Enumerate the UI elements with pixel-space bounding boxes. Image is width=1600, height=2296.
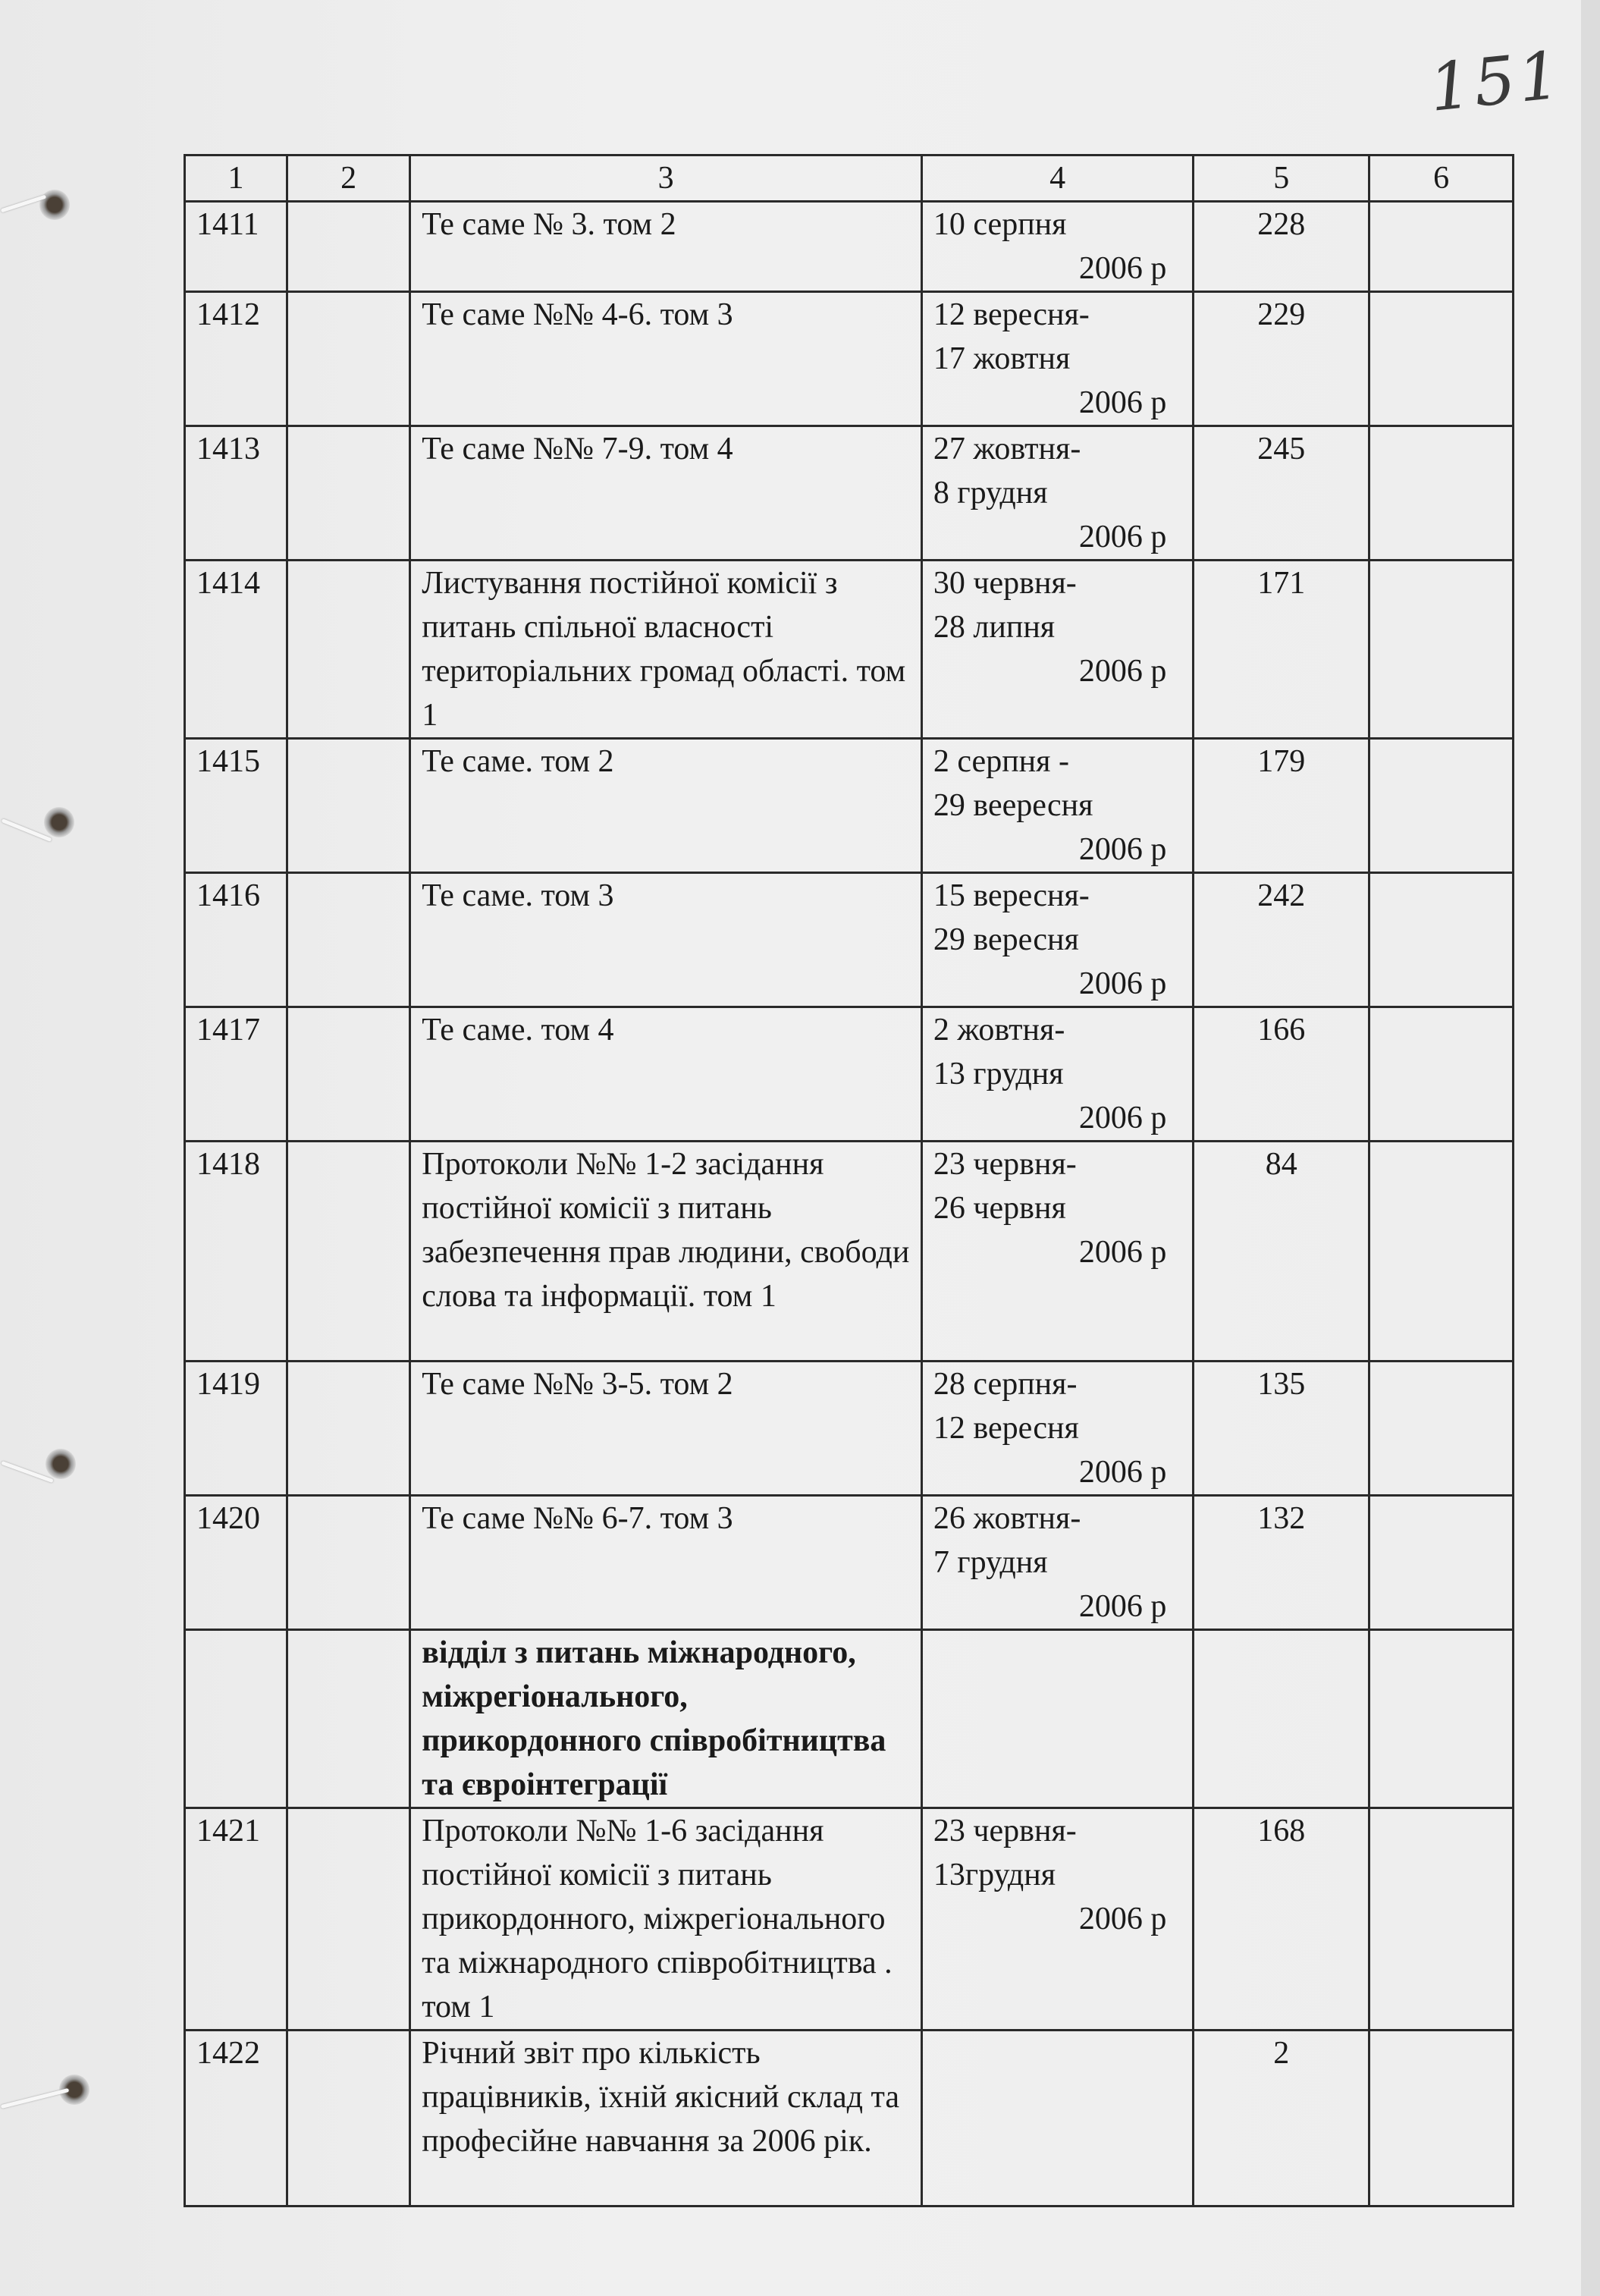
section-empty-cell	[1194, 1630, 1369, 1808]
page-count: 228	[1194, 202, 1369, 292]
section-empty-cell	[185, 1630, 287, 1808]
date-line: 29 вересня	[933, 922, 1079, 957]
record-notes	[1369, 1007, 1514, 1142]
page-count: 242	[1194, 873, 1369, 1007]
record-dates	[921, 202, 1193, 292]
record-notes	[1369, 873, 1514, 1007]
inventory-table	[184, 154, 1514, 2207]
table-row	[185, 561, 1514, 739]
record-dates	[921, 873, 1193, 1007]
date-line: 23 червня-	[933, 1147, 1077, 1182]
record-column-2	[287, 1142, 409, 1362]
table-row	[185, 1808, 1514, 2031]
page-count: 245	[1194, 426, 1369, 561]
date-year: 2006 р	[1078, 251, 1167, 286]
record-dates	[921, 1362, 1193, 1496]
page-count: 84	[1194, 1142, 1369, 1362]
record-notes	[1369, 426, 1514, 561]
table-row	[185, 739, 1514, 873]
record-column-2	[287, 1007, 409, 1142]
record-title: Те саме. том 4	[410, 1007, 922, 1142]
date-year: 2006 р	[1078, 654, 1167, 689]
date-year: 2006 р	[1078, 520, 1167, 554]
date-line: 12 вересня	[933, 1411, 1079, 1446]
record-dates	[921, 426, 1193, 561]
record-notes	[1369, 292, 1514, 426]
table-header-row	[185, 155, 1514, 202]
date-line: 27 жовтня-	[933, 432, 1081, 466]
table-row	[185, 1142, 1514, 1362]
page-edge	[1581, 0, 1600, 2296]
record-column-2	[287, 1496, 409, 1630]
date-line: 29 веересня	[933, 788, 1093, 823]
page-count: 132	[1194, 1496, 1369, 1630]
record-title: Те саме. том 3	[410, 873, 922, 1007]
date-year: 2006 р	[1078, 1589, 1167, 1624]
table-row	[185, 292, 1514, 426]
page-count: 229	[1194, 292, 1369, 426]
record-column-2	[287, 739, 409, 873]
column-header: 4	[921, 155, 1193, 202]
record-dates	[921, 1496, 1193, 1630]
section-empty-cell	[921, 1630, 1193, 1808]
record-number: 1417	[185, 1007, 287, 1142]
section-empty-cell	[287, 1630, 409, 1808]
record-number: 1412	[185, 292, 287, 426]
table-row	[185, 1496, 1514, 1630]
date-line: 10 серпня	[933, 207, 1067, 242]
date-year: 2006 р	[1078, 1101, 1167, 1135]
page-count: 168	[1194, 1808, 1369, 2031]
record-title: Те саме №№ 4-6. том 3	[410, 292, 922, 426]
column-header: 2	[287, 155, 409, 202]
date-line: 26 червня	[933, 1191, 1066, 1226]
date-line: 26 жовтня-	[933, 1501, 1081, 1536]
date-line: 7 грудня	[933, 1545, 1048, 1580]
date-line: 8 грудня	[933, 476, 1048, 510]
record-number: 1420	[185, 1496, 287, 1630]
record-number: 1414	[185, 561, 287, 739]
record-dates	[921, 1142, 1193, 1362]
column-header: 5	[1194, 155, 1369, 202]
table-row	[185, 1007, 1514, 1142]
date-year: 2006 р	[1078, 1455, 1167, 1490]
record-dates	[921, 561, 1193, 739]
date-line: 12 вересня-	[933, 297, 1090, 332]
record-title: Річний звіт про кількість працівників, їхній якісний склад та професійне навчання за 2006 рік.	[410, 2031, 922, 2206]
record-title: Те саме. том 2	[410, 739, 922, 873]
record-notes	[1369, 2031, 1514, 2206]
table-row	[185, 873, 1514, 1007]
record-title: Те саме №№ 6-7. том 3	[410, 1496, 922, 1630]
page-count: 171	[1194, 561, 1369, 739]
date-year: 2006 р	[1078, 832, 1167, 867]
record-dates	[921, 1808, 1193, 2031]
record-notes	[1369, 561, 1514, 739]
table-row	[185, 1362, 1514, 1496]
record-notes	[1369, 1142, 1514, 1362]
record-column-2	[287, 1808, 409, 2031]
record-column-2	[287, 292, 409, 426]
binding-hole	[44, 807, 74, 837]
record-column-2	[287, 202, 409, 292]
page-count: 166	[1194, 1007, 1369, 1142]
record-dates	[921, 1007, 1193, 1142]
record-column-2	[287, 1362, 409, 1496]
record-number: 1411	[185, 202, 287, 292]
record-column-2	[287, 873, 409, 1007]
record-title: Те саме №№ 7-9. том 4	[410, 426, 922, 561]
date-year: 2006 р	[1078, 385, 1167, 420]
date-line: 13 грудня	[933, 1057, 1064, 1091]
date-line: 13грудня	[933, 1858, 1056, 1892]
column-header: 3	[410, 155, 922, 202]
record-notes	[1369, 1362, 1514, 1496]
record-dates	[921, 739, 1193, 873]
page-count: 135	[1194, 1362, 1369, 1496]
record-number: 1422	[185, 2031, 287, 2206]
page-count: 179	[1194, 739, 1369, 873]
record-number: 1415	[185, 739, 287, 873]
date-year: 2006 р	[1078, 1902, 1167, 1936]
record-column-2	[287, 426, 409, 561]
section-empty-cell	[1369, 1630, 1514, 1808]
record-title: Протоколи №№ 1-2 засідання постійної комісії з питань забезпечення прав людини, свободи слова та інформації. том 1	[410, 1142, 922, 1362]
section-title: відділ з питань міжнародного, міжрегіонального, прикордонного співробітництва та євроінтеграції	[410, 1630, 922, 1808]
date-year: 2006 р	[1078, 966, 1167, 1001]
date-line: 17 жовтня	[933, 341, 1071, 376]
date-line: 28 серпня-	[933, 1367, 1078, 1402]
column-header: 1	[185, 155, 287, 202]
table-row	[185, 202, 1514, 292]
record-number: 1413	[185, 426, 287, 561]
folio-number: 151	[1426, 37, 1567, 127]
date-line: 28 липня	[933, 610, 1056, 645]
record-dates	[921, 292, 1193, 426]
record-notes	[1369, 739, 1514, 873]
record-notes	[1369, 202, 1514, 292]
record-dates	[921, 2031, 1193, 2206]
record-title: Те саме № 3. том 2	[410, 202, 922, 292]
date-line: 2 серпня -	[933, 744, 1069, 779]
table-row	[185, 426, 1514, 561]
page-count: 2	[1194, 2031, 1369, 2206]
date-line: 2 жовтня-	[933, 1013, 1065, 1047]
record-number: 1416	[185, 873, 287, 1007]
section-row	[185, 1630, 1514, 1808]
record-number: 1419	[185, 1362, 287, 1496]
date-line: 30 червня-	[933, 566, 1077, 601]
table-row	[185, 2031, 1514, 2206]
record-number: 1421	[185, 1808, 287, 2031]
record-number: 1418	[185, 1142, 287, 1362]
date-line: 23 червня-	[933, 1814, 1077, 1848]
column-header: 6	[1369, 155, 1514, 202]
record-title: Те саме №№ 3-5. том 2	[410, 1362, 922, 1496]
binding-hole	[45, 1449, 76, 1479]
date-year: 2006 р	[1078, 1235, 1167, 1270]
record-column-2	[287, 561, 409, 739]
record-title: Листування постійної комісії з питань спільної власності територіальних громад області. том 1	[410, 561, 922, 739]
record-notes	[1369, 1496, 1514, 1630]
record-column-2	[287, 2031, 409, 2206]
date-line: 15 вересня-	[933, 878, 1090, 913]
record-notes	[1369, 1808, 1514, 2031]
record-title: Протоколи №№ 1-6 засідання постійної комісії з питань прикордонного, міжрегіонального та міжнародного співробітництва . том 1	[410, 1808, 922, 2031]
